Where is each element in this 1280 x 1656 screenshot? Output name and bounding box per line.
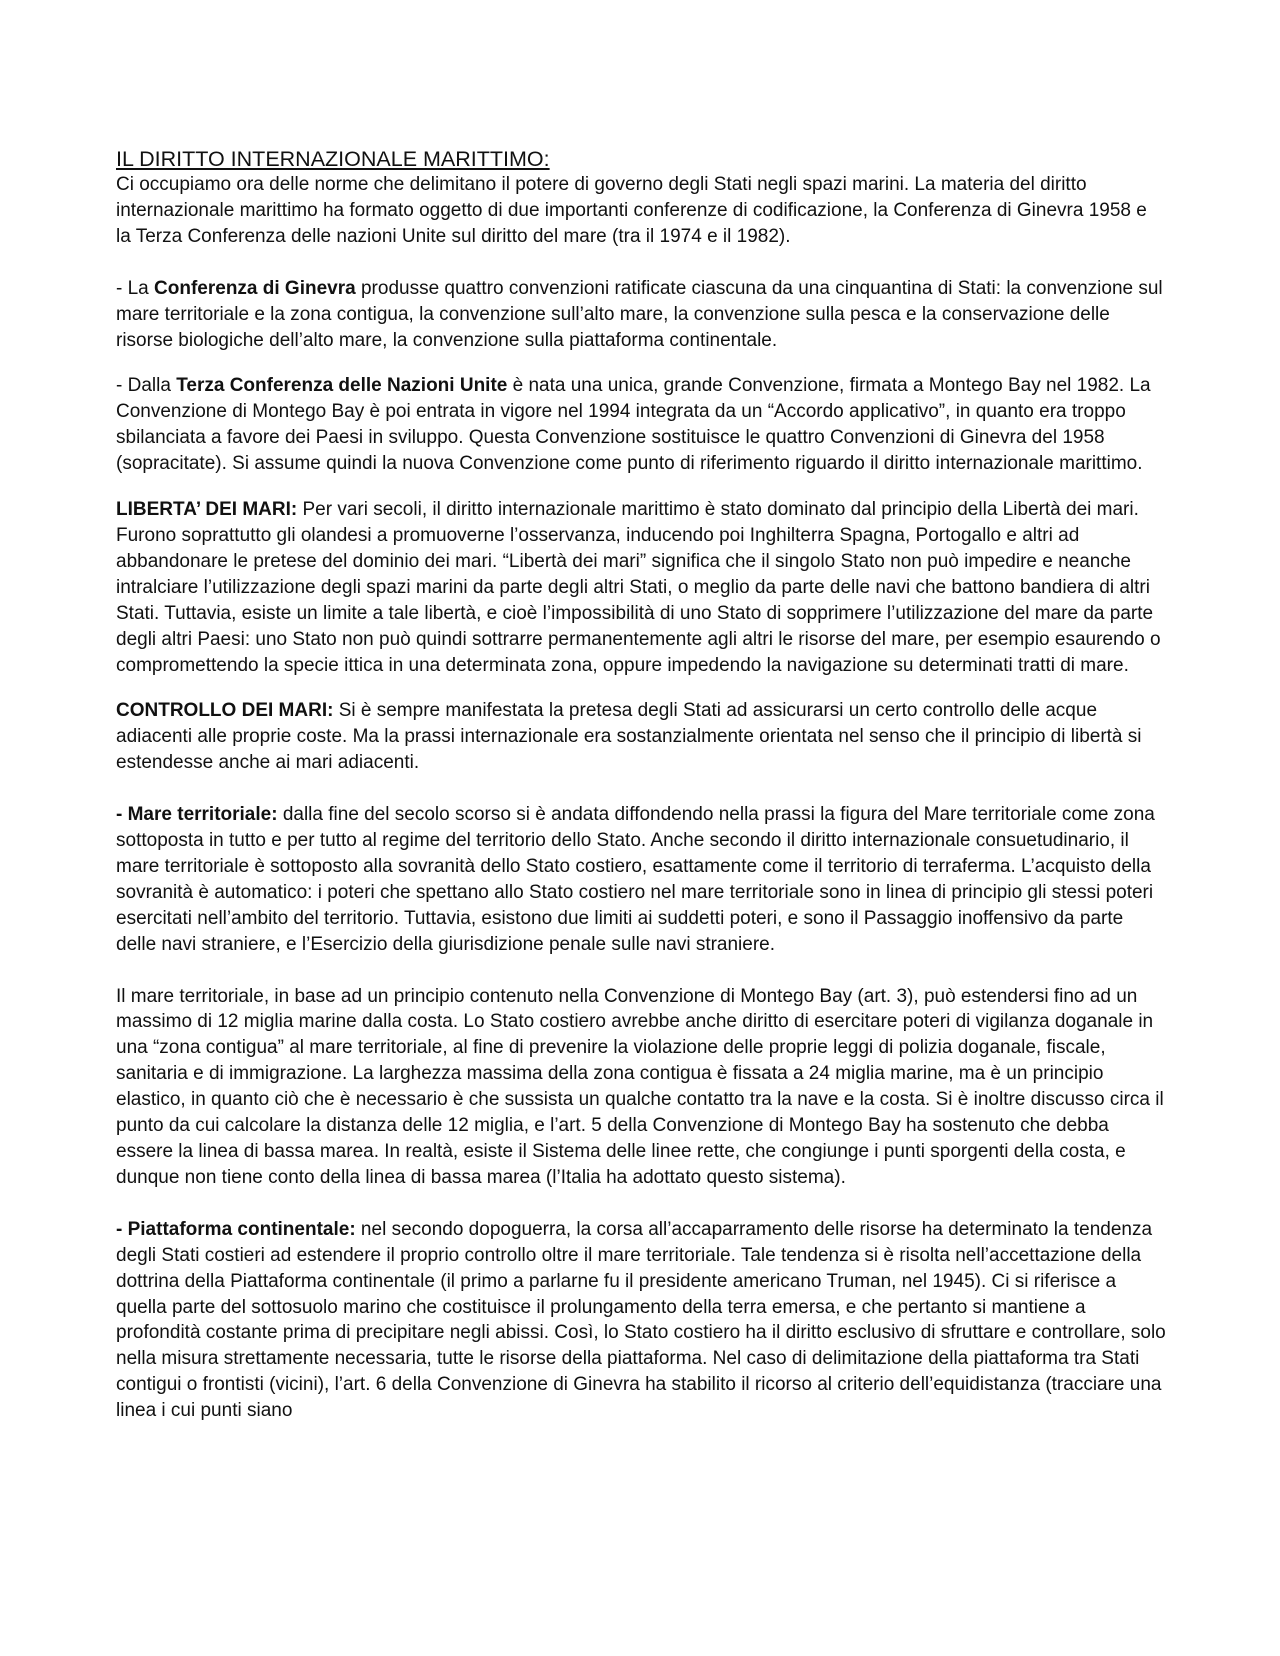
piattaforma-paragraph xyxy=(116,1217,1166,1424)
mare-territoriale-text: dalla fine del secolo scorso si è andata diffondendo nella prassi la figura del Mare territoriale come zona sottoposta in tutto e per tutto al regime del territorio dello Stato. Anche secondo il diritto internazionale consuetudinario, il mare territoriale è sottoposto alla sovranità dello Stato costiero, esattamente come il territorio di terraferma. L’acquisto della sovranità è automatico: i poteri che spettano allo Stato costiero nel mare territoriale sono in linea di principio gli stessi poteri esercitati nell’ambito del territorio. Tuttavia, esistono due limiti ai suddetti poteri, e sono il Passaggio inoffensivo da parte delle navi straniere, e l’Esercizio della giurisdizione penale sulle navi straniere. xyxy=(116,804,1155,955)
controllo-text: Si è sempre manifestata la pretesa degli Stati ad assicurarsi un certo controllo delle acque adiacenti alle proprie coste. Ma la prassi internazionale era sostanzialmente orientata nel senso che il principio di libertà si estendesse anche ai mari adiacenti. xyxy=(116,700,1142,774)
liberta-paragraph xyxy=(116,497,1166,678)
ginevra-paragraph xyxy=(116,276,1166,354)
liberta-text: Per vari secoli, il diritto internazionale marittimo è stato dominato dal principio della Libertà dei mari. Furono soprattutto gli olandesi a promuoverne l’osservanza, inducendo poi Inghilterra Spagna, Portogallo e altri ad abbandonare le pretese del dominio dei mari. “Libertà dei mari” significa che il singolo Stato non può impedire e neanche intralciare l’utilizzazione degli spazi marini da parte degli altri Stati, o meglio da parte delle navi che battono bandiera di altri Stati. Tuttavia, esiste un limite a tale libertà, e cioè l’impossibilità di uno Stato di sopprimere l’utilizzazione del mare da parte degli altri Paesi: uno Stato non può quindi sottrarre permanentemente agli altri le risorse del mare, per esempio esaurendo o compromettendo la specie ittica in una determinata zona, oppure impedendo la navigazione su determinati tratti di mare. xyxy=(116,499,1161,676)
piattaforma-text: nel secondo dopoguerra, la corsa all’accaparramento delle risorse ha determinato la tendenza degli Stati costieri ad estendere il proprio controllo oltre il mare territoriale. Tale tendenza si è risolta nell’accettazione della dottrina della Piattaforma continentale (il primo a parlarne fu il presidente americano Truman, nel 1945). Ci si riferisce a quella parte del sottosuolo marino che costituisce il prolungamento della terra emersa, e che pertanto si mantiene a profondità costante prima di precipitare negli abissi. Così, lo Stato costiero ha il diritto esclusivo di sfruttare e controllare, solo nella misura strettamente necessaria, tutte le risorse della piattaforma. Nel caso di delimitazione della piattaforma tra Stati contigui o frontisti (vicini), l’art. 6 della Convenzione di Ginevra ha stabilito il ricorso al criterio dell’equidistanza (tracciare una linea i cui punti siano xyxy=(116,1218,1166,1422)
mare-territoriale-paragraph xyxy=(116,802,1166,957)
terza-text: è nata una unica, grande Convenzione, firmata a Montego Bay nel 1982. La Convenzione di Montego Bay è poi entrata in vigore nel 1994 integrata da un “Accordo applicativo”, in quanto era troppo sbilanciata a favore dei Paesi in sviluppo. Questa Convenzione sostituisce le quattro Convenzioni di Ginevra del 1958 (sopracitate). Si assume quindi la nuova Convenzione come punto di riferimento riguardo il diritto internazionale marittimo. xyxy=(116,375,1151,475)
controllo-paragraph xyxy=(116,698,1166,776)
mare-territoriale-heading: - Mare territoriale: xyxy=(116,804,278,826)
liberta-heading: LIBERTA’ DEI MARI: xyxy=(116,499,298,521)
intro-paragraph: Ci occupiamo ora delle norme che delimitano il potere di governo degli Stati negli spazi marini. La materia del diritto internazionale marittimo ha formato oggetto di due importanti conferenze di codificazione, la Conferenza di Ginevra 1958 e la Terza Conferenza delle nazioni Unite sul diritto del mare (tra il 1974 e il 1982). xyxy=(116,174,1147,247)
terza-paragraph xyxy=(116,373,1166,477)
mare-estensione-paragraph: Il mare territoriale, in base ad un principio contenuto nella Convenzione di Montego Bay (art. 3), può estendersi fino ad un massimo di 12 miglia marine dalla costa. Lo Stato costiero avrebbe anche diritto di esercitare poteri di vigilanza doganale in una “zona contigua” al mare territoriale, al fine di prevenire la violazione delle proprie leggi di polizia doganale, fiscale, sanitaria e di immigrazione. La larghezza massima della zona contigua è fissata a 24 miglia marine, ma è un principio elastico, in quanto ciò che è necessario è che sussista un qualche contatto tra la nave e la costa. Si è inoltre discusso circa il punto da cui calcolare la distanza delle 12 miglia, e l’art. 5 della Convenzione di Montego Bay ha sostenuto che debba essere la linea di bassa marea. In realtà, esiste il Sistema delle linee rette, che congiunge i punti sporgenti della costa, e dunque non tiene conto della linea di bassa marea (l’Italia ha adottato questo sistema). xyxy=(116,985,1164,1188)
ginevra-lead: - La xyxy=(116,277,155,299)
terza-lead: - Dalla xyxy=(116,375,177,397)
controllo-heading: CONTROLLO DEI MARI: xyxy=(116,700,334,722)
piattaforma-heading: - Piattaforma continentale: xyxy=(116,1218,356,1240)
ginevra-text: produsse quattro convenzioni ratificate ciascuna da una cinquantina di Stati: la convenzione sul mare territoriale e la zona contigua, la convenzione sull’alto mare, la convenzione sulla pesca e la conservazione delle risorse biologiche dell’alto mare, la convenzione sulla piattaforma continentale. xyxy=(116,277,1163,351)
terza-bold: Terza Conferenza delle Nazioni Unite xyxy=(176,375,508,397)
document-page xyxy=(116,146,1166,1424)
ginevra-bold: Conferenza di Ginevra xyxy=(154,277,356,299)
document-title: IL DIRITTO INTERNAZIONALE MARITTIMO: xyxy=(116,147,550,171)
